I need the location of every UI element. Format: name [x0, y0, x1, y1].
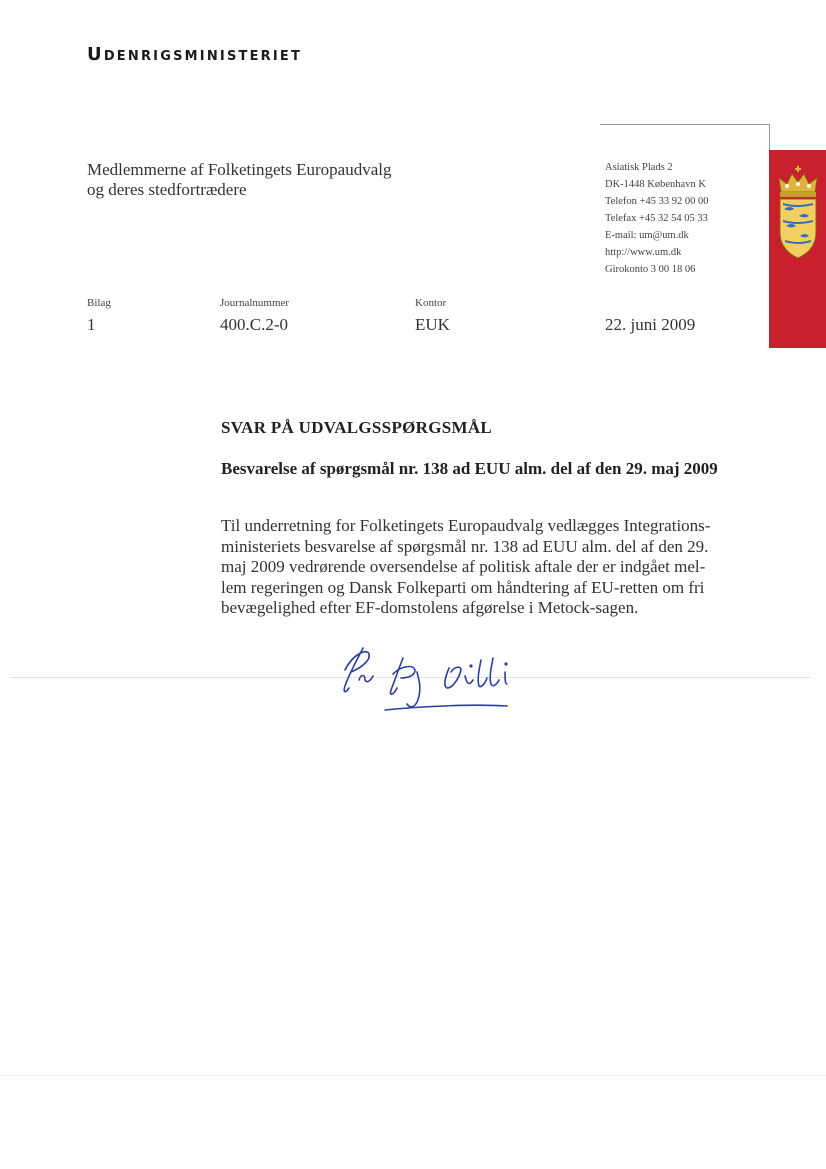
- address-frame-rule: [600, 124, 770, 125]
- body-line: maj 2009 vedrørende oversendelse af politisk aftale der er indgået mel-: [221, 557, 706, 576]
- coat-of-arms-icon: [775, 164, 821, 264]
- recipient-block: [87, 160, 392, 200]
- address-fax: Telefax +45 32 54 05 33: [605, 213, 708, 224]
- ministry-name: Udenrigsministeriet: [87, 44, 303, 65]
- address-city: DK-1448 København K: [605, 179, 706, 190]
- body-line: ministeriets besvarelse af spørgsmål nr. 138 ad EUU alm. del af den 29.: [221, 536, 709, 556]
- recipient-line-2: og deres stedfortrædere: [87, 180, 247, 199]
- scan-artifact-line: [0, 1075, 826, 1076]
- address-web: http://www.um.dk: [605, 247, 682, 258]
- kontor-label: Kontor: [415, 297, 447, 309]
- address-phone: Telefon +45 33 92 00 00: [605, 196, 709, 207]
- address-email: E-mail: um@um.dk: [605, 230, 689, 241]
- bilag-label: Bilag: [87, 297, 111, 309]
- question-title: Besvarelse af spørgsmål nr. 138 ad EUU alm. del af den 29. maj 2009: [221, 459, 718, 478]
- letter-date: 22. juni 2009: [605, 315, 696, 334]
- body-line: Til underretning for Folketingets Europaudvalg vedlægges Integrations-: [221, 516, 711, 535]
- handwritten-signature: [335, 640, 550, 720]
- address-street: Asiatisk Plads 2: [605, 162, 673, 173]
- letter-subject: SVAR PÅ UDVALGSSPØRGSMÅL: [221, 418, 493, 437]
- kontor-value: EUK: [415, 315, 450, 334]
- recipient-line-1: Medlemmerne af Folketingets Europaudvalg: [87, 160, 392, 179]
- letter-body: [221, 516, 731, 619]
- body-line: bevægelighed efter EF-domstolens afgørelse i Metock-sagen.: [221, 598, 639, 617]
- journal-value: 400.C.2-0: [220, 315, 288, 334]
- address-giro: Girokonto 3 00 18 06: [605, 264, 696, 275]
- sender-address-block: [605, 159, 708, 278]
- body-line: lem regeringen og Dansk Folkeparti om håndtering af EU-retten om fri: [221, 577, 705, 597]
- journal-label: Journalnummer: [220, 297, 290, 309]
- address-frame-rule-vertical: [769, 124, 770, 150]
- bilag-value: 1: [87, 315, 96, 334]
